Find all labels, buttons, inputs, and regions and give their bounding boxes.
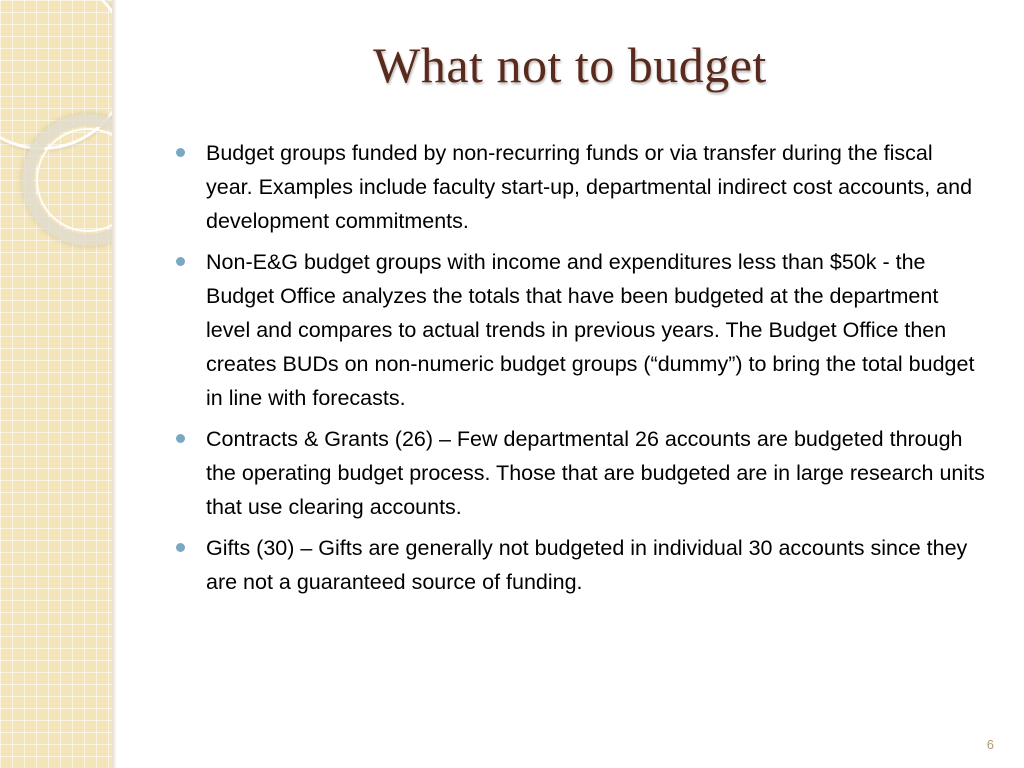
sidebar-shadow (112, 0, 117, 768)
bullet-dot-icon (176, 257, 185, 266)
bullet-text: Budget groups funded by non-recurring funds or via transfer during the fiscal year. Examples include faculty start-up, departmental indirect cost accounts, and development commitments. (206, 141, 973, 233)
bullet-item (170, 136, 985, 238)
bullet-item (170, 531, 985, 599)
bullet-item (170, 422, 985, 524)
bullet-dot-icon (176, 434, 185, 443)
bullet-item (170, 245, 985, 415)
bullet-list (170, 136, 985, 606)
bullet-text: Contracts & Grants (26) – Few departmental 26 accounts are budgeted through the operating budget process. Those that are budgeted are in large research units that use clearing accounts. (206, 427, 985, 519)
bullet-dot-icon (176, 148, 185, 157)
decorative-sidebar (0, 0, 112, 768)
bullet-dot-icon (176, 543, 185, 552)
bullet-text: Gifts (30) – Gifts are generally not budgeted in individual 30 accounts since they are not a guaranteed source of funding. (206, 536, 968, 594)
bullet-text: Non-E&G budget groups with income and expenditures less than $50k - the Budget Office analyzes the totals that have been budgeted at the department level and compares to actual trends in previous years. The Budget Office then creates BUDs on non-numeric budget groups (“dummy”) to bring the total budget in line with forecasts. (206, 250, 975, 410)
page-number: 6 (986, 737, 994, 752)
slide-title: What not to budget (373, 37, 767, 93)
